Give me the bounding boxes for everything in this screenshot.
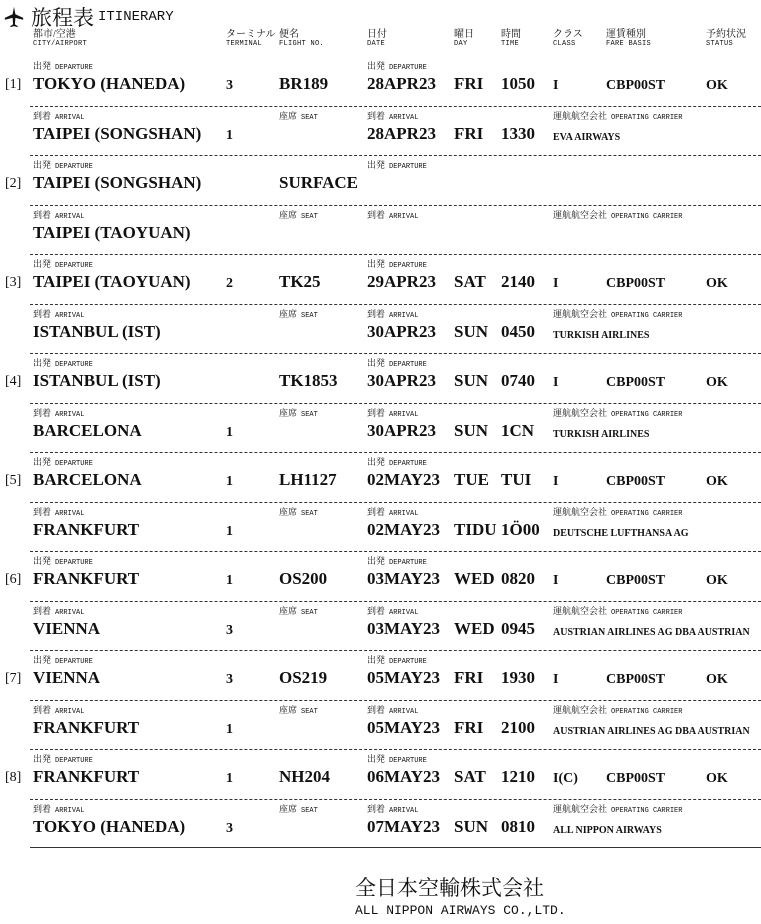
arrival-city: TOKYO (HANEDA) bbox=[33, 816, 186, 836]
departure-date: 02MAY23 bbox=[367, 470, 441, 489]
arrival-label: 到着 ARRIVAL bbox=[33, 407, 85, 419]
departure-row bbox=[0, 552, 761, 602]
col-status: 予約状況 STATUS bbox=[706, 29, 746, 48]
arrival-time: 1CN bbox=[501, 420, 535, 440]
arrival-day: FRI bbox=[454, 717, 484, 737]
arrival-city: FRANKFURT bbox=[33, 519, 140, 539]
operating-carrier: ALL NIPPON AIRWAYS bbox=[553, 824, 662, 836]
departure-day: FRI bbox=[454, 74, 484, 93]
departure-terminal: 3 bbox=[226, 672, 233, 687]
row-divider bbox=[30, 254, 761, 255]
title-en: ITINERARY bbox=[98, 9, 174, 25]
departure-date: 29APR23 bbox=[367, 272, 436, 291]
departure-label: 出発 DEPARTURE bbox=[33, 61, 93, 72]
arrival-city: BARCELONA bbox=[33, 420, 142, 440]
row-divider bbox=[30, 650, 761, 651]
arrival-row bbox=[0, 206, 761, 256]
booking-class: I bbox=[553, 375, 559, 390]
departure-label: 出発 DEPARTURE bbox=[33, 259, 93, 270]
row-divider bbox=[30, 155, 761, 156]
booking-class: I bbox=[553, 573, 559, 588]
fare-basis: CBP00ST bbox=[606, 474, 666, 489]
departure-label: 出発 DEPARTURE bbox=[33, 655, 93, 666]
segment-index: [4] bbox=[5, 374, 22, 389]
departure-city: BARCELONA bbox=[33, 470, 142, 489]
departure-city: FRANKFURT bbox=[33, 569, 140, 588]
fare-basis: CBP00ST bbox=[606, 672, 666, 687]
itinerary-table bbox=[0, 57, 761, 849]
company-name-en: ALL NIPPON AIRWAYS CO.,LTD. bbox=[355, 903, 566, 918]
arrival-city: VIENNA bbox=[33, 618, 101, 638]
flight-number: TK25 bbox=[279, 272, 321, 291]
departure-day: TUE bbox=[454, 470, 489, 489]
arrival-terminal: 1 bbox=[226, 721, 233, 737]
operating-carrier: AUSTRIAN AIRLINES AG DBA AUSTRIAN bbox=[553, 626, 750, 638]
booking-status: OK bbox=[706, 276, 728, 291]
fare-basis: CBP00ST bbox=[606, 78, 666, 93]
company-name-jp: 全日本空輸株式会社 bbox=[355, 876, 544, 900]
arrival-terminal: 3 bbox=[226, 622, 233, 638]
departure-date-label: 出発 DEPARTURE bbox=[367, 556, 427, 567]
departure-date-label: 出発 DEPARTURE bbox=[367, 457, 427, 468]
booking-class: I bbox=[553, 276, 559, 291]
row-divider bbox=[30, 601, 761, 602]
arrival-label: 到着 ARRIVAL bbox=[33, 209, 85, 221]
departure-date-label: 出発 DEPARTURE bbox=[367, 61, 427, 72]
departure-city: TOKYO (HANEDA) bbox=[33, 74, 186, 93]
departure-row bbox=[0, 453, 761, 503]
booking-status: OK bbox=[706, 573, 728, 588]
arrival-date-label: 到着 ARRIVAL bbox=[367, 605, 419, 617]
fare-basis: CBP00ST bbox=[606, 771, 666, 786]
seat-label: 座席 SEAT bbox=[279, 209, 318, 221]
arrival-day: SUN bbox=[454, 816, 489, 836]
col-date: 日付 DATE bbox=[367, 29, 387, 48]
arrival-city: FRANKFURT bbox=[33, 717, 140, 737]
arrival-terminal: 3 bbox=[226, 820, 233, 836]
fare-basis: CBP00ST bbox=[606, 276, 666, 291]
booking-class: I bbox=[553, 672, 559, 687]
departure-row bbox=[0, 156, 761, 206]
departure-day: SAT bbox=[454, 272, 486, 291]
carrier-label: 運航航空会社 OPERATING CARRIER bbox=[553, 605, 683, 617]
arrival-date: 05MAY23 bbox=[367, 717, 441, 737]
fare-basis: CBP00ST bbox=[606, 573, 666, 588]
arrival-terminal: 1 bbox=[226, 127, 233, 143]
departure-day: SUN bbox=[454, 371, 489, 390]
airplane-icon bbox=[3, 6, 25, 28]
booking-status: OK bbox=[706, 672, 728, 687]
arrival-day: SUN bbox=[454, 420, 489, 440]
departure-time: 1050 bbox=[501, 74, 535, 93]
operating-carrier: TURKISH AIRLINES bbox=[553, 428, 650, 440]
carrier-label: 運航航空会社 OPERATING CARRIER bbox=[553, 407, 683, 419]
arrival-date: 30APR23 bbox=[367, 321, 436, 341]
seat-label: 座席 SEAT bbox=[279, 407, 318, 419]
arrival-date-label: 到着 ARRIVAL bbox=[367, 704, 419, 716]
arrival-label: 到着 ARRIVAL bbox=[33, 110, 85, 122]
segment-index: [1] bbox=[5, 77, 22, 92]
segment-index: [5] bbox=[5, 473, 22, 488]
arrival-day: TIDU bbox=[454, 519, 497, 539]
arrival-city: ISTANBUL (IST) bbox=[33, 321, 161, 341]
departure-date-label: 出発 DEPARTURE bbox=[367, 655, 427, 666]
table-end-line bbox=[30, 847, 761, 848]
flight-number: BR189 bbox=[279, 74, 329, 93]
departure-terminal: 1 bbox=[226, 474, 233, 489]
arrival-date-label: 到着 ARRIVAL bbox=[367, 308, 419, 320]
departure-date: 05MAY23 bbox=[367, 668, 441, 687]
departure-city: VIENNA bbox=[33, 668, 101, 687]
departure-day: FRI bbox=[454, 668, 484, 687]
flight-number: OS200 bbox=[279, 569, 328, 588]
segment-index: [8] bbox=[5, 770, 22, 785]
arrival-date-label: 到着 ARRIVAL bbox=[367, 506, 419, 518]
arrival-terminal: 1 bbox=[226, 523, 233, 539]
departure-date: 30APR23 bbox=[367, 371, 436, 390]
carrier-label: 運航航空会社 OPERATING CARRIER bbox=[553, 110, 683, 122]
col-city: 都市/空港 CITY/AIRPORT bbox=[33, 29, 88, 48]
departure-time: TUI bbox=[501, 470, 532, 489]
departure-row bbox=[0, 750, 761, 800]
arrival-row bbox=[0, 800, 761, 850]
arrival-time: 2100 bbox=[501, 717, 535, 737]
carrier-label: 運航航空会社 OPERATING CARRIER bbox=[553, 209, 683, 221]
arrival-date: 03MAY23 bbox=[367, 618, 441, 638]
departure-row bbox=[0, 255, 761, 305]
arrival-row bbox=[0, 503, 761, 553]
departure-time: 1930 bbox=[501, 668, 535, 687]
departure-row bbox=[0, 651, 761, 701]
arrival-date-label: 到着 ARRIVAL bbox=[367, 209, 419, 221]
arrival-time: 0945 bbox=[501, 618, 535, 638]
col-day: 曜日 DAY bbox=[454, 29, 474, 48]
seat-label: 座席 SEAT bbox=[279, 506, 318, 518]
arrival-time: 0450 bbox=[501, 321, 535, 341]
flight-number: TK1853 bbox=[279, 371, 338, 390]
departure-label: 出発 DEPARTURE bbox=[33, 754, 93, 765]
arrival-terminal: 1 bbox=[226, 424, 233, 440]
col-flight: 便名 FLIGHT NO. bbox=[279, 29, 325, 48]
arrival-label: 到着 ARRIVAL bbox=[33, 308, 85, 320]
title-jp: 旅程表 bbox=[31, 6, 94, 30]
departure-terminal: 1 bbox=[226, 573, 233, 588]
carrier-label: 運航航空会社 OPERATING CARRIER bbox=[553, 506, 683, 518]
departure-terminal: 2 bbox=[226, 276, 233, 291]
row-divider bbox=[30, 452, 761, 453]
segment-index: [7] bbox=[5, 671, 22, 686]
operating-carrier: EVA AIRWAYS bbox=[553, 131, 621, 143]
operating-carrier: AUSTRIAN AIRLINES AG DBA AUSTRIAN bbox=[553, 725, 750, 737]
row-divider bbox=[30, 353, 761, 354]
carrier-label: 運航航空会社 OPERATING CARRIER bbox=[553, 803, 683, 815]
arrival-time: 1Ö00 bbox=[501, 519, 540, 539]
arrival-row bbox=[0, 305, 761, 355]
fare-basis: CBP00ST bbox=[606, 375, 666, 390]
col-class: クラス CLASS bbox=[553, 29, 583, 48]
flight-number: NH204 bbox=[279, 767, 330, 786]
departure-city: TAIPEI (TAOYUAN) bbox=[33, 272, 191, 291]
seat-label: 座席 SEAT bbox=[279, 308, 318, 320]
arrival-label: 到着 ARRIVAL bbox=[33, 605, 85, 617]
departure-date: 03MAY23 bbox=[367, 569, 441, 588]
seat-label: 座席 SEAT bbox=[279, 704, 318, 716]
segment-index: [6] bbox=[5, 572, 22, 587]
row-divider bbox=[30, 749, 761, 750]
col-time: 時間 TIME bbox=[501, 29, 521, 48]
flight-number: OS219 bbox=[279, 668, 328, 687]
arrival-row bbox=[0, 404, 761, 454]
arrival-city: TAIPEI (TAOYUAN) bbox=[33, 222, 191, 242]
departure-date-label: 出発 DEPARTURE bbox=[367, 358, 427, 369]
seat-label: 座席 SEAT bbox=[279, 803, 318, 815]
arrival-row bbox=[0, 107, 761, 157]
departure-city: TAIPEI (SONGSHAN) bbox=[33, 173, 202, 192]
departure-row bbox=[0, 57, 761, 107]
departure-terminal: 1 bbox=[226, 771, 233, 786]
departure-time: 1210 bbox=[501, 767, 535, 786]
departure-row bbox=[0, 354, 761, 404]
row-divider bbox=[30, 551, 761, 552]
seat-label: 座席 SEAT bbox=[279, 110, 318, 122]
departure-city: ISTANBUL (IST) bbox=[33, 371, 161, 390]
flight-number: SURFACE bbox=[279, 173, 359, 192]
arrival-date-label: 到着 ARRIVAL bbox=[367, 803, 419, 815]
row-divider bbox=[30, 205, 761, 206]
departure-date: 28APR23 bbox=[367, 74, 436, 93]
booking-class: I(C) bbox=[553, 771, 578, 786]
row-divider bbox=[30, 502, 761, 503]
departure-label: 出発 DEPARTURE bbox=[33, 556, 93, 567]
arrival-date: 07MAY23 bbox=[367, 816, 441, 836]
col-terminal: ターミナル TERMINAL bbox=[226, 29, 276, 48]
carrier-label: 運航航空会社 OPERATING CARRIER bbox=[553, 308, 683, 320]
col-fare: 運賃種別 FARE BASIS bbox=[606, 29, 652, 48]
departure-time: 2140 bbox=[501, 272, 535, 291]
row-divider bbox=[30, 799, 761, 800]
departure-date-label: 出発 DEPARTURE bbox=[367, 160, 427, 171]
departure-date-label: 出発 DEPARTURE bbox=[367, 754, 427, 765]
arrival-time: 1330 bbox=[501, 123, 535, 143]
row-divider bbox=[30, 304, 761, 305]
arrival-date: 02MAY23 bbox=[367, 519, 441, 539]
departure-date: 06MAY23 bbox=[367, 767, 441, 786]
row-divider bbox=[30, 403, 761, 404]
arrival-label: 到着 ARRIVAL bbox=[33, 803, 85, 815]
segment-index: [2] bbox=[5, 176, 22, 191]
arrival-row bbox=[0, 701, 761, 751]
arrival-day: SUN bbox=[454, 321, 489, 341]
arrival-row bbox=[0, 602, 761, 652]
arrival-day: FRI bbox=[454, 123, 484, 143]
row-divider bbox=[30, 700, 761, 701]
departure-date-label: 出発 DEPARTURE bbox=[367, 259, 427, 270]
carrier-label: 運航航空会社 OPERATING CARRIER bbox=[553, 704, 683, 716]
booking-class: I bbox=[553, 78, 559, 93]
segment-index: [3] bbox=[5, 275, 22, 290]
operating-carrier: TURKISH AIRLINES bbox=[553, 329, 650, 341]
arrival-time: 0810 bbox=[501, 816, 535, 836]
arrival-date-label: 到着 ARRIVAL bbox=[367, 407, 419, 419]
operating-carrier: DEUTSCHE LUFTHANSA AG bbox=[553, 527, 689, 539]
booking-status: OK bbox=[706, 771, 728, 786]
arrival-date: 30APR23 bbox=[367, 420, 436, 440]
page-title bbox=[3, 4, 174, 30]
departure-label: 出発 DEPARTURE bbox=[33, 457, 93, 468]
departure-label: 出発 DEPARTURE bbox=[33, 358, 93, 369]
seat-label: 座席 SEAT bbox=[279, 605, 318, 617]
arrival-label: 到着 ARRIVAL bbox=[33, 506, 85, 518]
booking-status: OK bbox=[706, 78, 728, 93]
departure-time: 0740 bbox=[501, 371, 535, 390]
arrival-date: 28APR23 bbox=[367, 123, 436, 143]
departure-terminal: 3 bbox=[226, 78, 233, 93]
departure-city: FRANKFURT bbox=[33, 767, 140, 786]
arrival-city: TAIPEI (SONGSHAN) bbox=[33, 123, 202, 143]
departure-time: 0820 bbox=[501, 569, 535, 588]
booking-class: I bbox=[553, 474, 559, 489]
arrival-date-label: 到着 ARRIVAL bbox=[367, 110, 419, 122]
departure-label: 出発 DEPARTURE bbox=[33, 160, 93, 171]
row-divider bbox=[30, 106, 761, 107]
departure-day: WED bbox=[454, 569, 495, 588]
departure-day: SAT bbox=[454, 767, 486, 786]
arrival-day: WED bbox=[454, 618, 495, 638]
booking-status: OK bbox=[706, 375, 728, 390]
booking-status: OK bbox=[706, 474, 728, 489]
arrival-label: 到着 ARRIVAL bbox=[33, 704, 85, 716]
flight-number: LH1127 bbox=[279, 470, 337, 489]
